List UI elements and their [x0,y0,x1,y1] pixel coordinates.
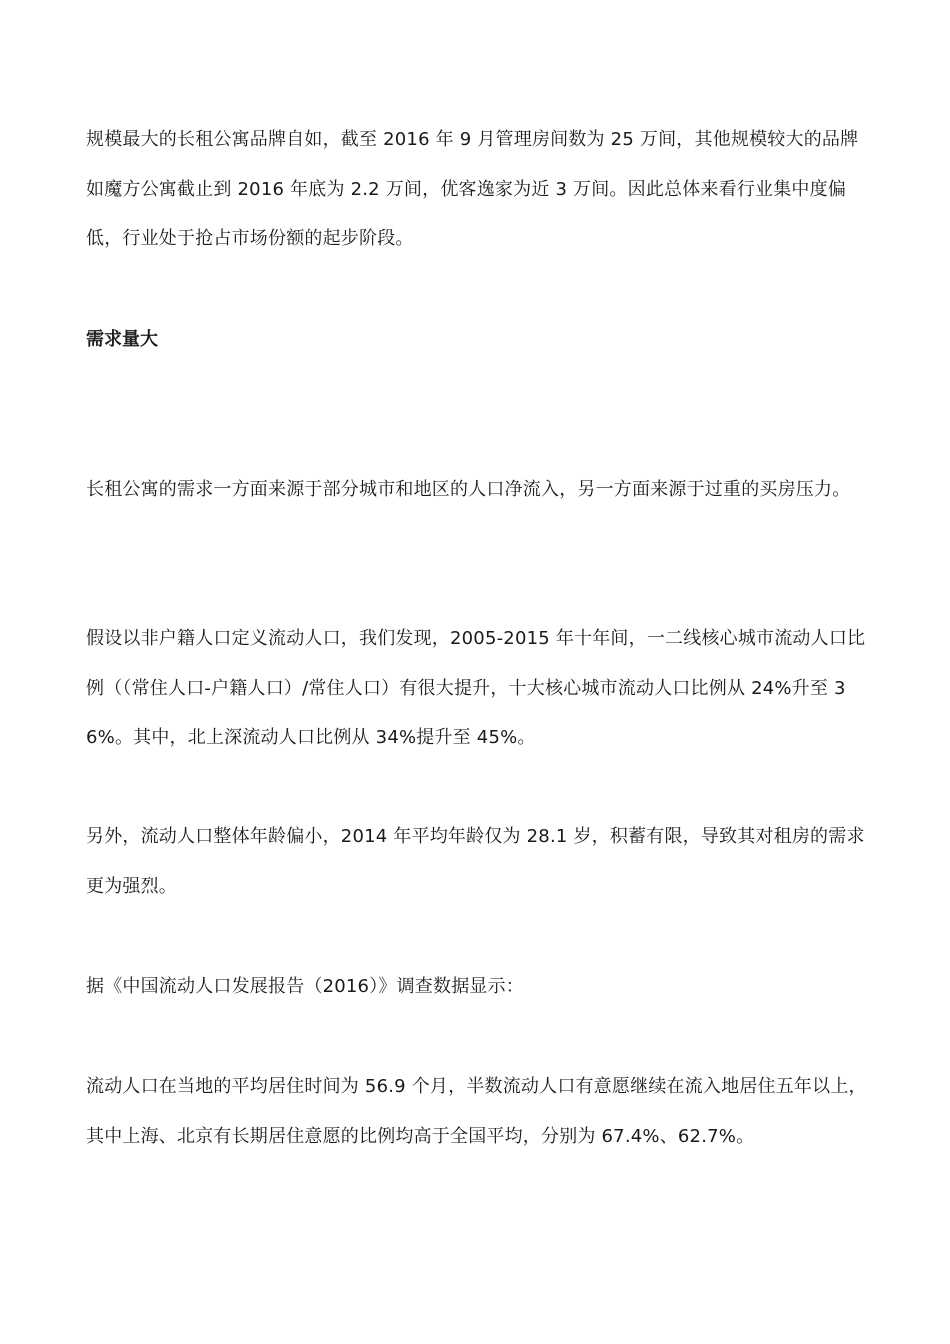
paragraph-residence-intention: 流动人口在当地的平均居住时间为 56.9 个月，半数流动人口有意愿继续在流入地居住五年以上，其中上海、北京有长期居住意愿的比例均高于全国平均，分别为 67.4%、62.7%。 [86,1076,867,1147]
paragraph-demand-sources: 长租公寓的需求一方面来源于部分城市和地区的人口净流入，另一方面来源于过重的买房压力。 [86,479,851,500]
section-heading-demand: 需求量大 [86,329,158,350]
paragraph-industry-concentration: 规模最大的长租公寓品牌自如，截至 2016 年 9 月管理房间数为 25 万间，其他规模较大的品牌如魔方公寓截止到 2016 年底为 2.2 万间，优客逸家为近 3 万间。因此总体来看行业集中度偏低，行业处于抢占市场份额的起步阶段。 [86,129,859,249]
paragraph-floating-population-age: 另外，流动人口整体年龄偏小，2014 年平均年龄仅为 28.1 岁，积蓄有限，导致其对租房的需求更为强烈。 [86,826,865,897]
paragraph-floating-population-ratio: 假设以非户籍人口定义流动人口，我们发现，2005-2015 年十年间，一二线核心城市流动人口比例（（常住人口-户籍人口）/常住人口）有很大提升，十大核心城市流动人口比例从 24%升至 36%。其中，北上深流动人口比例从 34%提升至 45%。 [86,628,866,748]
paragraph-report-source: 据《中国流动人口发展报告（2016）》调查数据显示： [86,976,525,997]
